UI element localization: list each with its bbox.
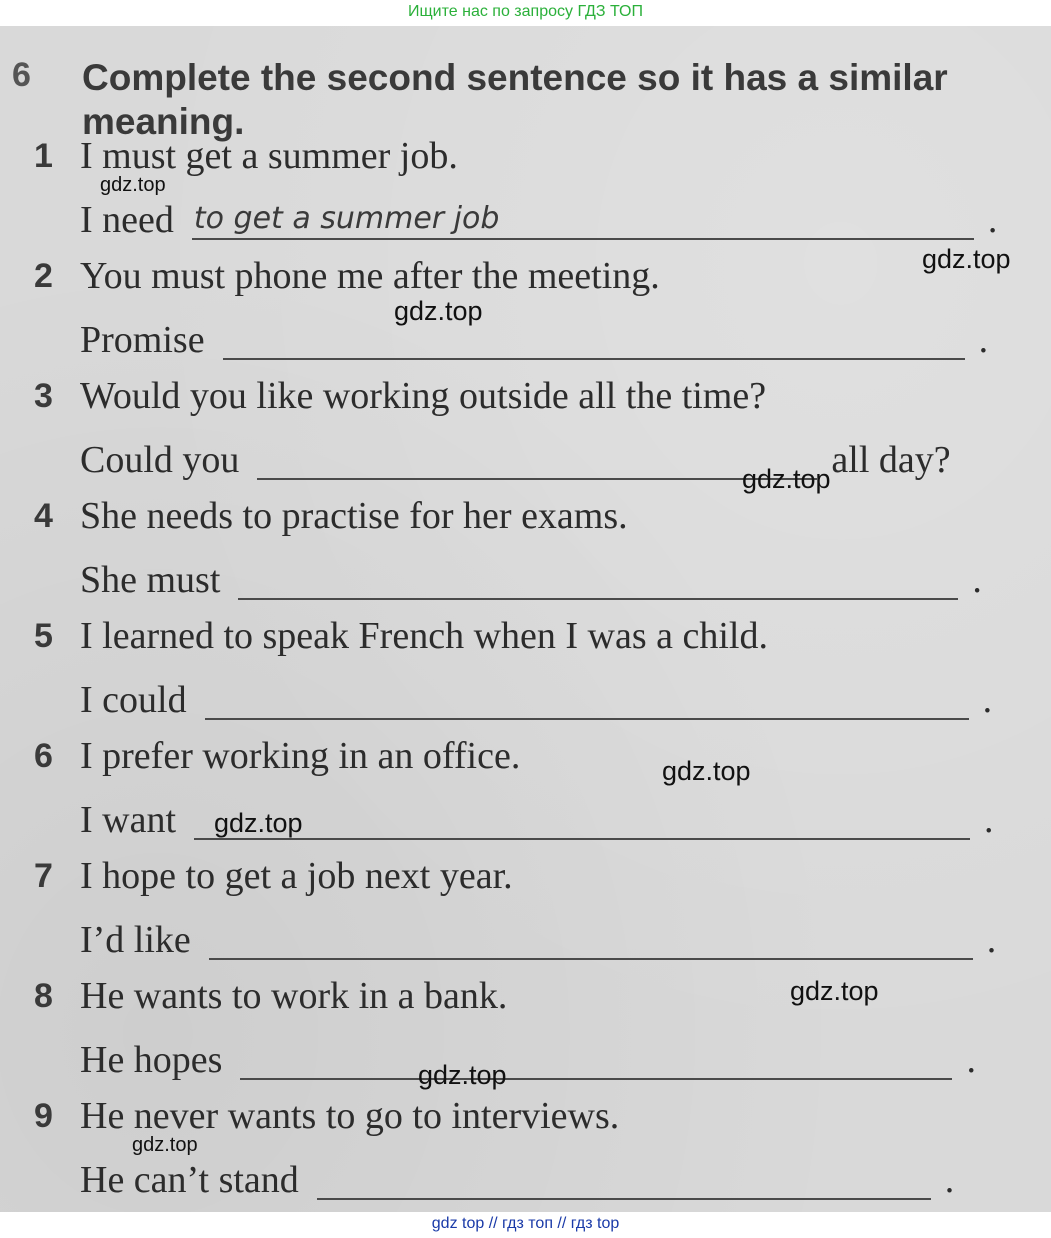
item-prompt-row [80,316,1030,360]
item-prompt: Could you [80,439,240,481]
item-ending: . [986,919,997,961]
exercise-item-1 [0,136,1051,256]
watermark: gdz.top [132,1134,198,1156]
item-prompt: He can’t stand [80,1159,299,1201]
watermark: gdz.top [394,296,483,326]
exercise-item-6 [0,736,1051,856]
item-number: 8 [34,977,53,1015]
item-sentence: He never wants to go to interviews. [80,1095,620,1137]
handwritten-answer: to get a summer job [193,201,500,236]
answer-blank[interactable] [205,688,969,720]
item-ending: . [966,1039,976,1081]
item-sentence: I hope to get a job next year. [80,855,513,897]
top-banner[interactable]: Ищите нас по запросу ГДЗ ТОП [408,3,643,20]
item-prompt-row [80,916,1030,960]
exercise-item-3 [0,376,1051,496]
exercise-item-9 [0,1096,1051,1216]
watermark: gdz.top [418,1060,507,1090]
item-sentence: Would you like working outside all the time? [80,375,767,417]
item-number: 6 [34,737,53,775]
item-number: 7 [34,857,53,895]
item-sentence: She needs to practise for her exams. [80,495,628,537]
item-number: 1 [34,137,53,175]
item-prompt: I want [80,799,177,841]
bottom-footer[interactable]: gdz top // гдз топ // гдз top [431,1215,620,1232]
item-prompt: I could [80,679,187,721]
answer-blank[interactable] [223,328,965,360]
answer-blank[interactable] [238,568,958,600]
item-prompt-row [80,196,1030,240]
item-prompt: Promise [80,319,205,361]
item-ending: . [944,1159,955,1201]
answer-blank[interactable] [317,1168,931,1200]
watermark: gdz.top [790,976,879,1006]
answer-blank[interactable] [209,928,973,960]
item-prompt-row [80,676,1030,720]
item-prompt: She must [80,559,221,601]
answer-blank[interactable] [192,201,974,240]
item-prompt: He hopes [80,1039,223,1081]
exercise-item-8 [0,976,1051,1096]
answer-blank[interactable] [257,448,817,480]
item-prompt-row [80,436,1030,480]
item-sentence: You must phone me after the meeting. [80,255,660,297]
watermark: gdz.top [742,464,831,494]
item-ending: . [978,319,989,361]
answer-blank[interactable] [194,808,970,840]
item-sentence: He wants to work in a bank. [80,975,508,1017]
item-sentence: I must get a summer job. [80,135,458,177]
item-prompt: I’d like [80,919,191,961]
exercise-item-5 [0,616,1051,736]
answer-blank[interactable] [240,1048,952,1080]
exercise-item-7 [0,856,1051,976]
item-number: 3 [34,377,53,415]
exercise-number: 6 [12,56,31,94]
item-number: 5 [34,617,53,655]
item-prompt-row [80,556,1030,600]
exercise-item-2 [0,256,1051,376]
item-ending: . [984,799,994,841]
item-number: 2 [34,257,53,295]
textbook-page [0,26,1051,1212]
item-sentence: I learned to speak French when I was a child. [80,615,768,657]
watermark: gdz.top [662,756,751,786]
item-prompt-row [80,1156,1030,1200]
item-ending: . [987,199,998,241]
watermark: gdz.top [922,244,1011,274]
item-prompt-row [80,1036,1030,1080]
watermark: gdz.top [100,174,166,196]
item-ending: . [972,559,982,601]
item-number: 9 [34,1097,53,1135]
watermark: gdz.top [214,808,303,838]
item-sentence: I prefer working in an office. [80,735,521,777]
item-number: 4 [34,497,53,535]
item-ending: all day? [831,439,951,481]
item-ending: . [982,679,993,721]
item-prompt: I need [80,199,174,241]
exercise-instruction: Complete the second sentence so it has a similar meaning. [82,57,948,142]
exercise-item-4 [0,496,1051,616]
